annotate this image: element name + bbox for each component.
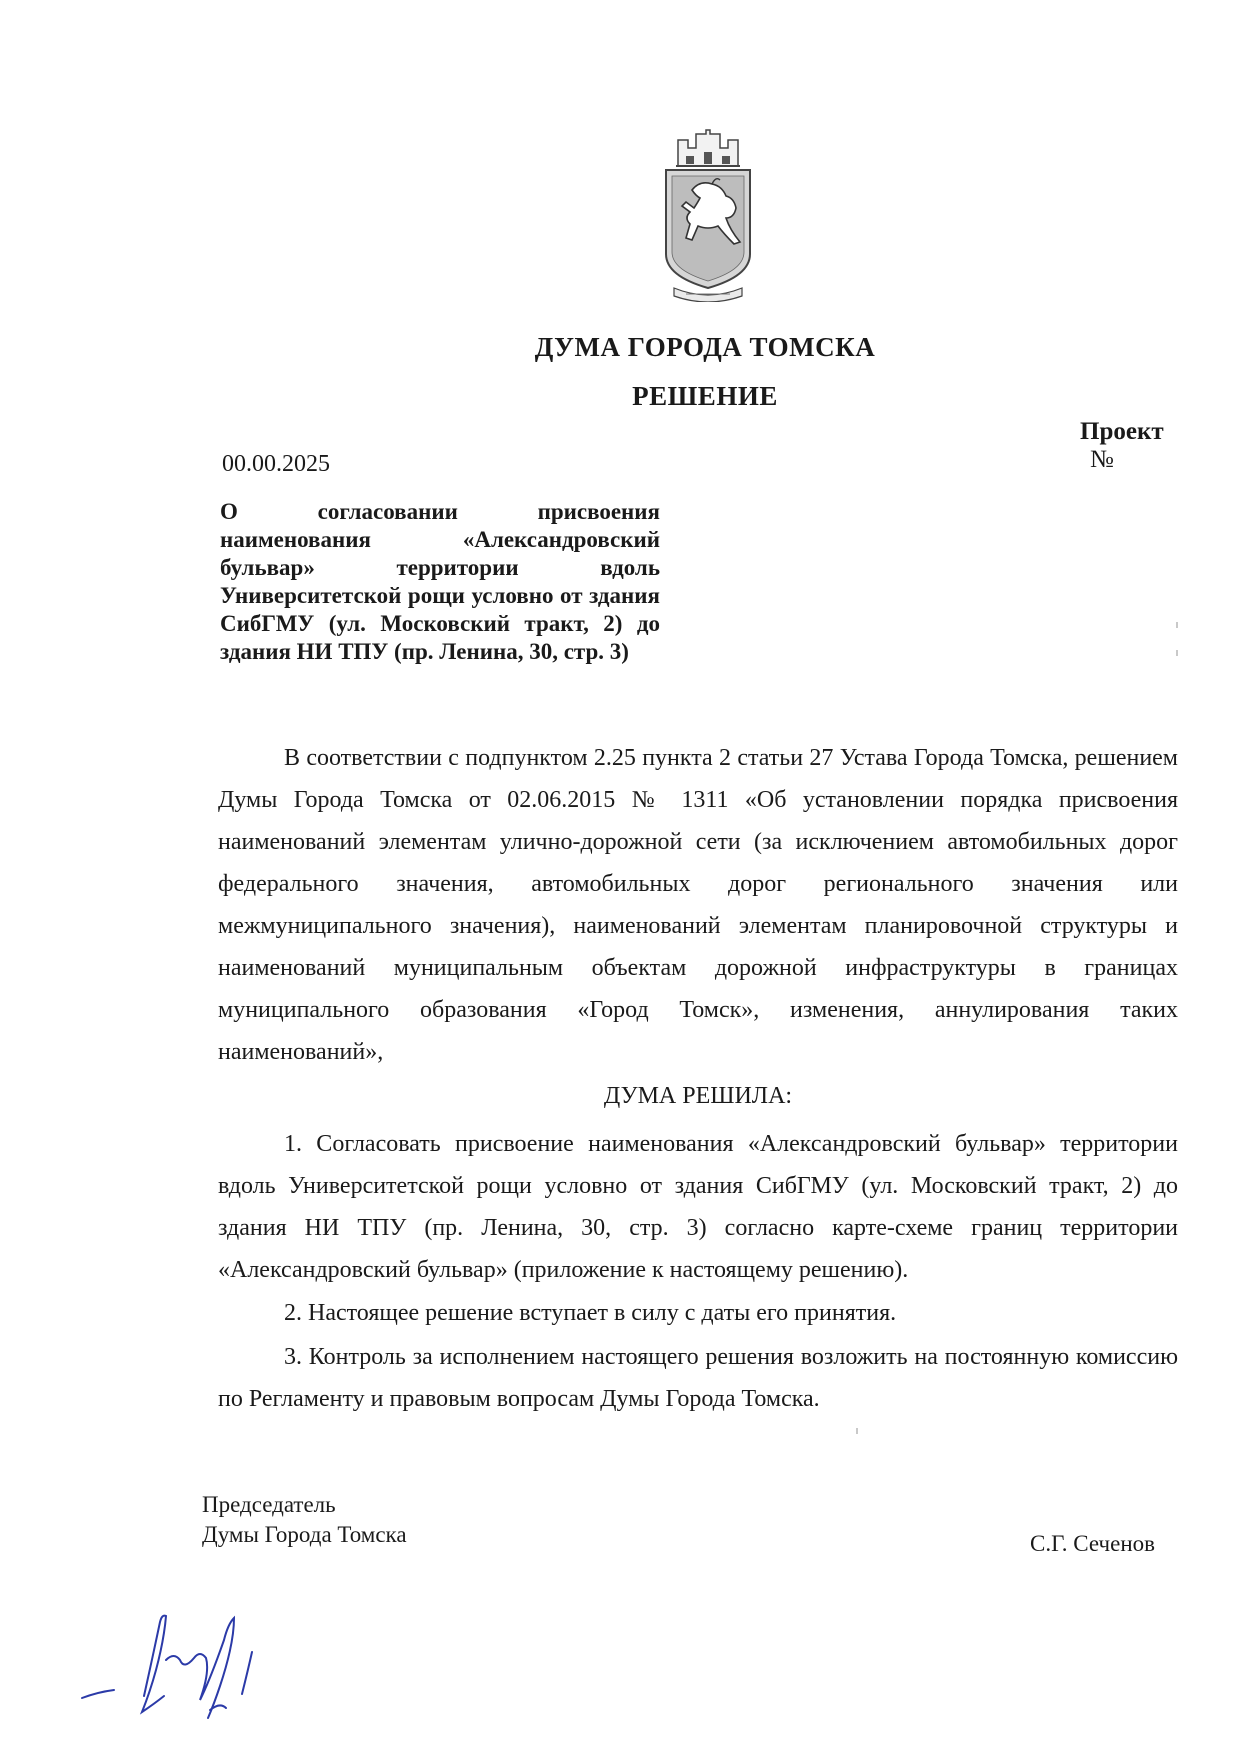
scan-speck (856, 1428, 858, 1434)
resolution-item-2: 2. Настоящее решение вступает в силу с даты его принятия. (284, 1300, 897, 1326)
project-label: Проект (1080, 418, 1164, 445)
organization-title: ДУМА ГОРОДА ТОМСКА (534, 332, 876, 362)
signature-icon (74, 1600, 264, 1730)
resolution-item-1: 1. Согласовать присвоение наименования «Александровский бульвар» территории вдоль Университетской рощи условно от здания СибГМУ (ул. Московский тракт, 2) до здания НИ ТПУ (пр. Ленина, 30, стр. 3) согласно карте-схеме границ территории «Александровский бульвар» (приложение к настоящему решению). (218, 1131, 1178, 1283)
number-label: № (1090, 446, 1114, 473)
resolved-heading: ДУМА РЕШИЛА: (603, 1083, 793, 1109)
signatory-position-line-2: Думы Города Томска (202, 1522, 407, 1547)
signatory-position (202, 1490, 407, 1550)
signatory-name: С.Г. Сеченов (1030, 1531, 1155, 1556)
resolution-item-3: 3. Контроль за исполнением настоящего решения возложить на постоянную комиссию по Регламенту и правовым вопросам Думы Города Томска. (218, 1344, 1178, 1412)
document-type-title: РЕШЕНИЕ (632, 381, 778, 411)
decision-date: 00.00.2025 (222, 451, 330, 477)
coat-of-arms-icon (656, 126, 760, 302)
scan-speck (1176, 650, 1178, 656)
decision-subject: О согласовании присвоения наименования «Александровский бульвар» территории вдоль Университетской рощи условно от здания СибГМУ (ул. Московский тракт, 2) до здания НИ ТПУ (пр. Ленина, 30, стр. 3) (220, 499, 660, 664)
preamble-paragraph: В соответствии с подпунктом 2.25 пункта 2 статьи 27 Устава Города Томска, решением Думы Города Томска от 02.06.2015 № 1311 «Об установлении порядка присвоения наименований элементам улично-дорожной сети (за исключением автомобильных дорог федерального значения, автомобильных дорог регионального значения или межмуниципального значения), наименований элементам планировочной структуры и наименований муниципальным объектам дорожной инфраструктуры в границах муниципального образования «Город Томск», изменения, аннулирования таких наименований», (218, 745, 1178, 1065)
signatory-position-line-1: Председатель (202, 1492, 336, 1517)
scan-speck (1176, 622, 1178, 628)
